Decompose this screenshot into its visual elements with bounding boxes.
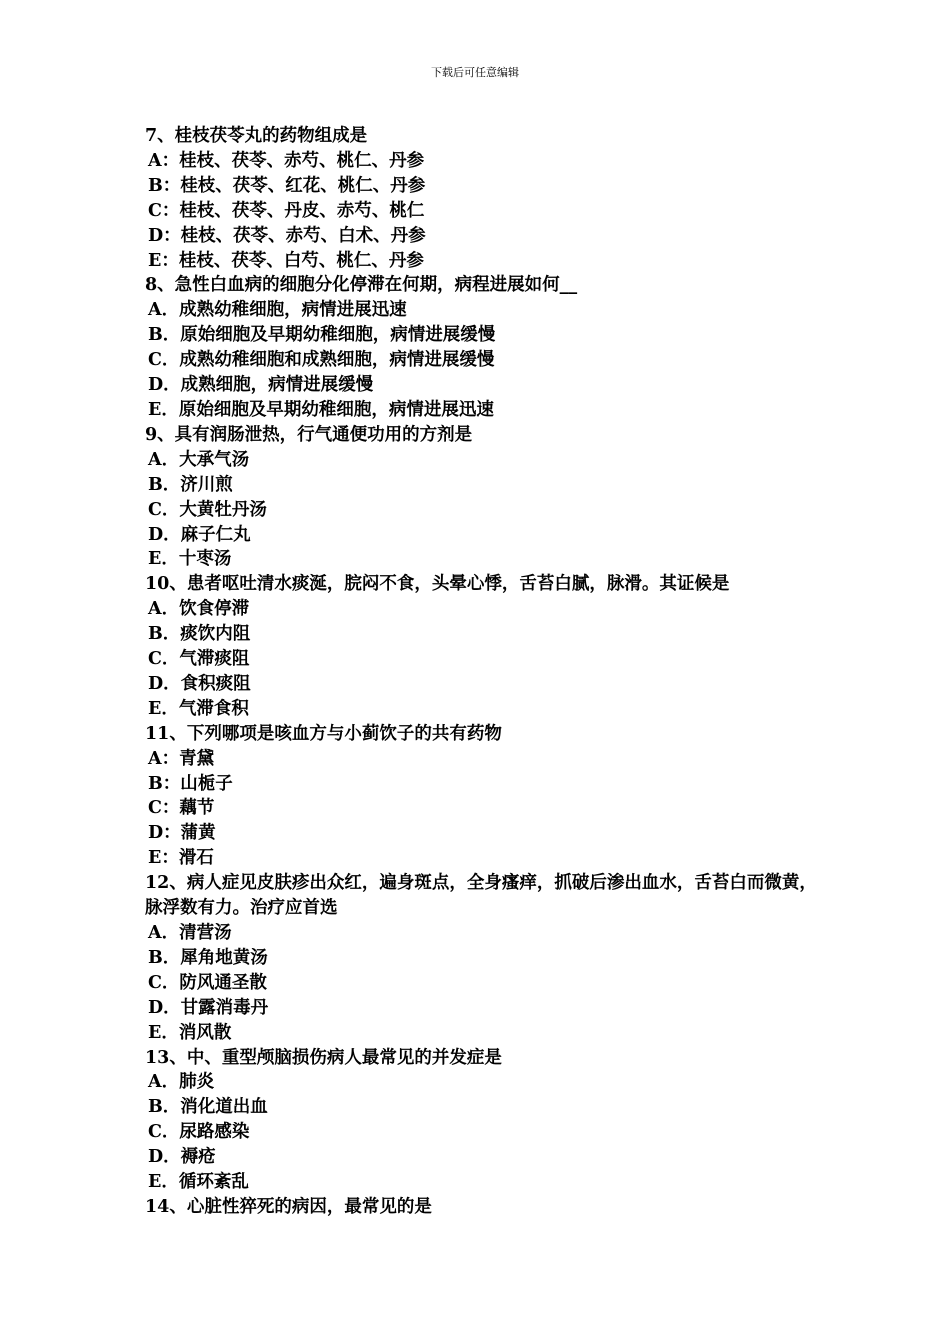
option-d: D．成熟细胞，病情进展缓慢 — [148, 375, 374, 396]
option-b: B．痰饮内阻 — [148, 624, 251, 645]
option-a: A．肺炎 — [148, 1072, 215, 1093]
option-c: C：藕节 — [148, 798, 215, 819]
question-14 — [145, 1195, 825, 1220]
question-stem: 9、具有润肠泄热，行气通便功用的方剂是 — [145, 424, 473, 445]
option-c: C．防风通圣散 — [148, 972, 267, 993]
option-d: D．甘露消毒丹 — [148, 997, 269, 1018]
option-c: C．气滞痰阻 — [148, 649, 250, 670]
option-d: D．麻子仁丸 — [148, 524, 251, 545]
question-stem: 10、患者呕吐清水痰涎，脘闷不食，头晕心悸，舌苔白腻，脉滑。其证候是 — [145, 574, 730, 595]
option-e: E．十枣汤 — [148, 549, 232, 570]
page-header: 下载后可任意编辑 — [431, 66, 519, 79]
option-a: A．大承气汤 — [148, 449, 250, 470]
option-b: B．消化道出血 — [148, 1097, 268, 1118]
question-9 — [145, 423, 825, 572]
option-e: E．气滞食积 — [148, 698, 249, 719]
option-e: E：桂枝、茯苓、白芍、桃仁、丹参 — [148, 250, 424, 271]
option-d: D：蒲黄 — [148, 823, 216, 844]
question-10 — [145, 572, 825, 721]
question-list — [145, 124, 825, 1220]
question-stem: 12、病人症见皮肤疹出众红，遍身斑点，全身瘙痒，抓破后渗出血水，舌苔白而微黄，脉浮数有力。治疗应首选 — [145, 873, 817, 919]
option-a: A：青黛 — [148, 748, 215, 769]
option-d: D．食积痰阻 — [148, 673, 251, 694]
question-stem: 13、中、重型颅脑损伤病人最常见的并发症是 — [145, 1047, 502, 1068]
option-b: B：桂枝、茯苓、红花、桃仁、丹参 — [148, 175, 426, 196]
option-e: E．原始细胞及早期幼稚细胞，病情进展迅速 — [148, 399, 494, 420]
option-d: D．褥疮 — [148, 1147, 216, 1168]
option-a: A．成熟幼稚细胞，病情进展迅速 — [148, 300, 407, 321]
option-b: B．犀角地黄汤 — [148, 947, 268, 968]
question-stem: 11、下列哪项是咳血方与小蓟饮子的共有药物 — [145, 723, 502, 744]
question-7 — [145, 124, 825, 273]
question-stem: 14、心脏性猝死的病因，最常见的是 — [145, 1196, 432, 1217]
option-d: D：桂枝、茯苓、赤芍、白术、丹参 — [148, 225, 426, 246]
question-13 — [145, 1046, 825, 1195]
option-e: E．消风散 — [148, 1022, 232, 1043]
option-c: C．成熟幼稚细胞和成熟细胞，病情进展缓慢 — [148, 350, 495, 371]
question-8 — [145, 273, 825, 422]
option-a: A．清营汤 — [148, 923, 232, 943]
question-stem: 8、急性白血病的细胞分化停滞在何期，病程进展如何__ — [145, 275, 578, 296]
option-b: B．济川煎 — [148, 474, 233, 495]
option-b: B．原始细胞及早期幼稚细胞，病情进展缓慢 — [148, 325, 496, 346]
option-c: C．尿路感染 — [148, 1122, 250, 1143]
option-e: E：滑石 — [148, 848, 214, 869]
option-a: A．饮食停滞 — [148, 599, 250, 620]
option-c: C．大黄牡丹汤 — [148, 499, 267, 520]
option-e: E．循环紊乱 — [148, 1172, 249, 1193]
option-c: C：桂枝、茯苓、丹皮、赤芍、桃仁 — [148, 200, 425, 221]
option-a: A：桂枝、茯苓、赤芍、桃仁、丹参 — [148, 150, 425, 171]
question-stem: 7、桂枝茯苓丸的药物组成是 — [145, 126, 368, 146]
question-12 — [145, 871, 825, 1045]
question-11 — [145, 722, 825, 871]
option-b: B：山栀子 — [148, 773, 233, 794]
